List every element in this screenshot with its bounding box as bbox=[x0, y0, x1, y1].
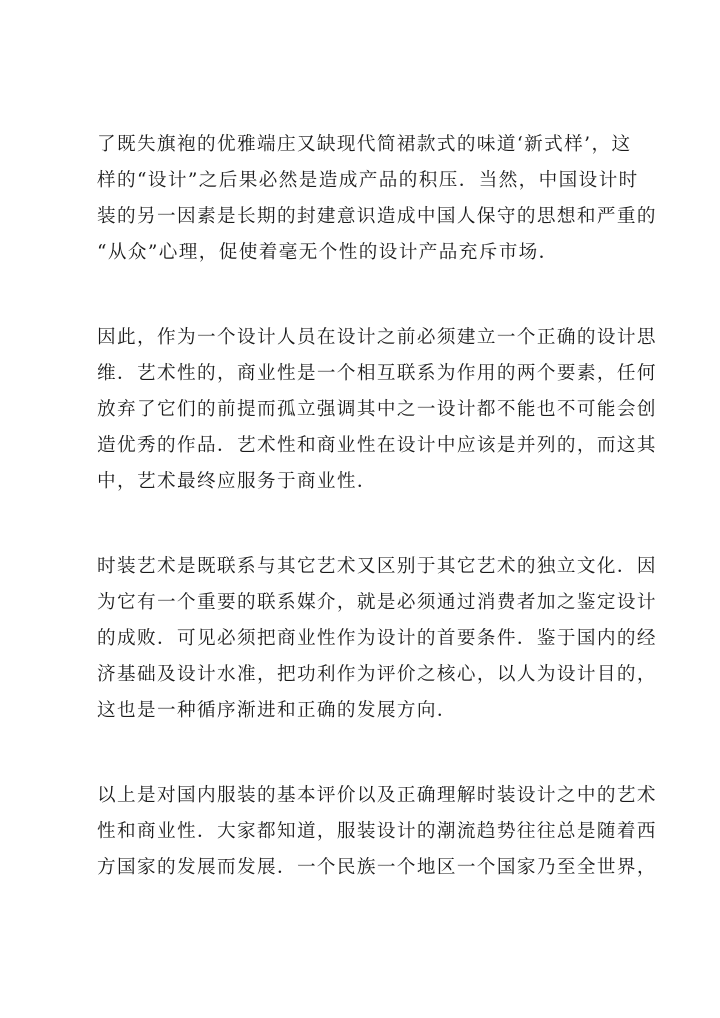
text-line: 为它有一个重要的联系媒介，就是必须通过消费者加之鉴定设计 bbox=[97, 592, 657, 613]
paragraph-2 bbox=[97, 320, 657, 500]
text-line: 这也是一种循序渐进和正确的发展方向． bbox=[97, 700, 457, 721]
text-line: “从众”心理，促使着毫无个性的设计产品充斥市场． bbox=[97, 242, 559, 263]
text-line: 了既失旗袍的优雅端庄又缺现代简裙款式的味道‘新式样’，这 bbox=[97, 134, 632, 155]
text-line: 的成败．可见必须把商业性作为设计的首要条件．鉴于国内的经 bbox=[97, 628, 657, 649]
text-line: 以上是对国内服装的基本评价以及正确理解时装设计之中的艺术 bbox=[97, 785, 657, 806]
text-line: 时装艺术是既联系与其它艺术又区别于其它艺术的独立文化．因 bbox=[97, 556, 657, 577]
text-line: 装的另一因素是长期的封建意识造成中国人保守的思想和严重的 bbox=[97, 206, 657, 227]
paragraph-1 bbox=[97, 127, 657, 271]
text-line: 方国家的发展而发展．一个民族一个地区一个国家乃至全世界， bbox=[97, 857, 657, 878]
text-line: 因此，作为一个设计人员在设计之前必须建立一个正确的设计思 bbox=[97, 327, 657, 348]
text-line: 维．艺术性的，商业性是一个相互联系为作用的两个要素，任何 bbox=[97, 363, 657, 384]
text-line: 中，艺术最终应服务于商业性． bbox=[97, 471, 377, 492]
paragraph-4 bbox=[97, 778, 657, 886]
text-line: 性和商业性．大家都知道，服装设计的潮流趋势往往总是随着西 bbox=[97, 821, 657, 842]
paragraph-3 bbox=[97, 549, 657, 729]
text-line: 样的“设计”之后果必然是造成产品的积压．当然，中国设计时 bbox=[97, 170, 639, 191]
text-line: 放弃了它们的前提而孤立强调其中之一设计都不能也不可能会创 bbox=[97, 399, 657, 420]
text-line: 济基础及设计水准，把功利作为评价之核心，以人为设计目的， bbox=[97, 664, 657, 685]
document-page bbox=[97, 127, 657, 935]
text-line: 造优秀的作品．艺术性和商业性在设计中应该是并列的，而这其 bbox=[97, 435, 657, 456]
